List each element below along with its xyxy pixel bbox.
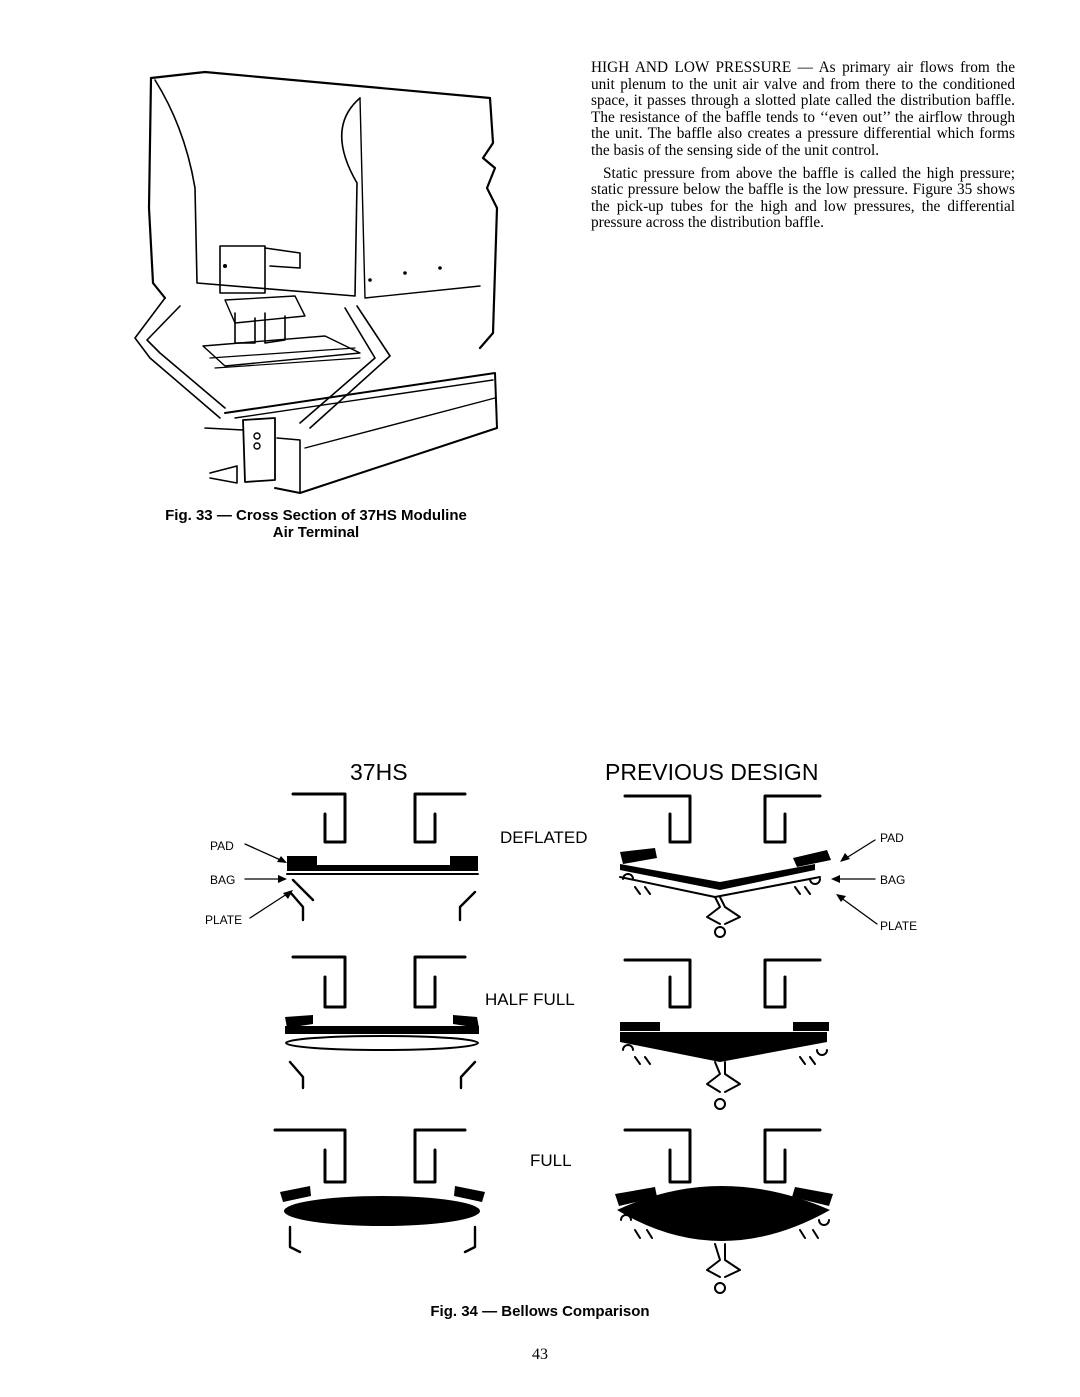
state-label-deflated: DEFLATED — [500, 828, 588, 847]
paragraph-static-pressure: Static pressure from above the baffle is called the high pressure; static pressure below the baffle is the low pressure. Figure 35 shows the pick-up tubes for the high and low pressures, the differential pressure across the distribution baffle. — [591, 164, 1015, 232]
fig34-illustration — [195, 752, 935, 1302]
left-label-plate: PLATE — [205, 913, 243, 927]
bellows-previous-full — [615, 1130, 833, 1293]
body-text-column — [591, 60, 1015, 232]
bellows-37hs-full — [275, 1130, 485, 1252]
fig34-caption: Fig. 34 — Bellows Comparison — [430, 1303, 650, 1320]
fig34-col-title-37hs: 37HS — [350, 759, 408, 785]
bellows-37hs-half-full — [285, 957, 479, 1088]
state-label-half-full: HALF FULL — [485, 990, 575, 1009]
paragraph-high-low-pressure: HIGH AND LOW PRESSURE — As primary air flows from the unit plenum to the unit air valve and from there to the conditioned space, it passes through a slotted plate called the distribution baffle. The resistance of the baffle tends to ‘‘even out’’ the airflow through the unit. The baffle also creates a pressure differential which forms the basis of the sensing side of the unit control. — [591, 59, 1015, 159]
fig33-caption-line1: Fig. 33 — Cross Section of 37HS Moduline — [165, 507, 467, 524]
bellows-previous-deflated — [620, 796, 831, 937]
bellows-37hs-deflated — [287, 794, 478, 920]
left-label-pad: PAD — [210, 839, 234, 853]
fig34-col-title-previous: PREVIOUS DESIGN — [605, 759, 819, 785]
page-number: 43 — [532, 1346, 548, 1363]
left-label-bag: BAG — [210, 873, 236, 887]
right-label-plate: PLATE — [880, 919, 918, 933]
right-label-pad: PAD — [880, 831, 904, 845]
right-label-bag: BAG — [880, 873, 906, 887]
fig33-caption-line2: Air Terminal — [272, 524, 360, 541]
state-label-full: FULL — [530, 1151, 572, 1170]
bellows-previous-half-full — [620, 960, 829, 1109]
fig33-illustration — [125, 68, 510, 498]
